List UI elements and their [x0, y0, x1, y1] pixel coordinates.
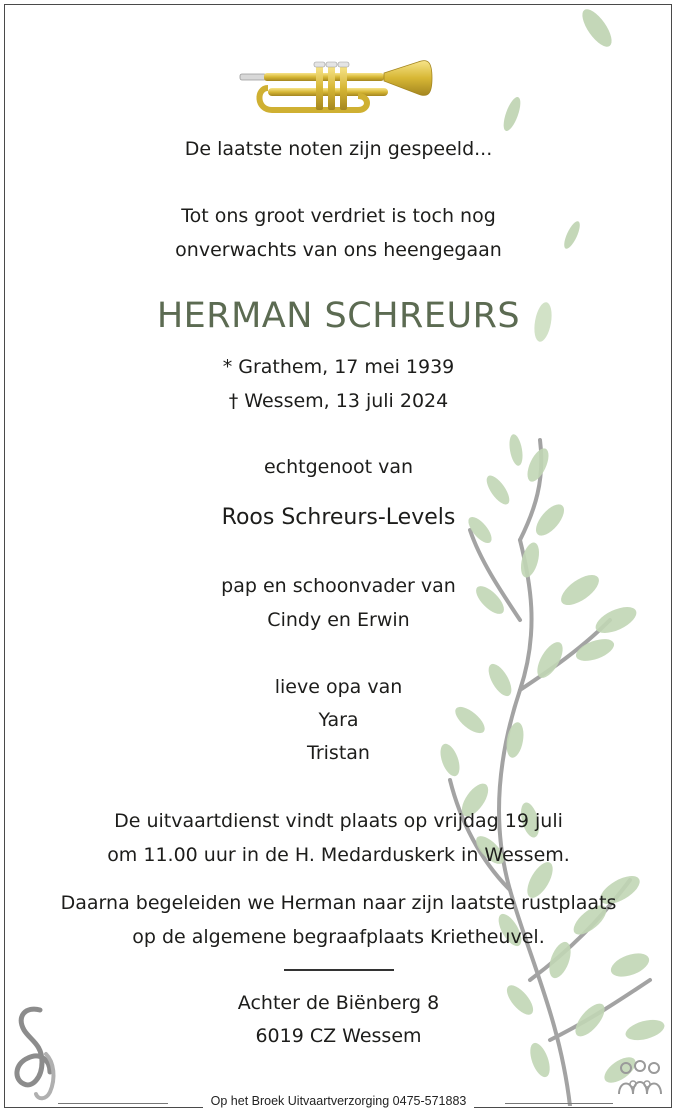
- leaves-decoration-top: [490, 4, 640, 344]
- service-line-3: Daarna begeleiden we Herman naar zijn laatste rustplaats: [60, 892, 617, 914]
- divider: [284, 969, 394, 971]
- death-line: † Wessem, 13 juli 2024: [228, 390, 449, 412]
- trumpet-icon: [238, 58, 434, 120]
- spouse-name: Roos Schreurs-Levels: [221, 505, 456, 530]
- children-names: Cindy en Erwin: [267, 609, 410, 631]
- service-line-2: om 11.00 uur in de H. Medarduskerk in Wessem.: [107, 844, 570, 866]
- grandchild-name: Yara: [318, 709, 359, 731]
- spouse-label: echtgenoot van: [263, 456, 414, 478]
- service-line-4: op de algemene begraafplaats Krietheuvel.: [132, 926, 545, 948]
- intro-line: De laatste noten zijn gespeeld...: [184, 138, 493, 160]
- deceased-name: HERMAN SCHREURS: [156, 296, 521, 336]
- children-label: pap en schoonvader van: [221, 575, 456, 597]
- announcement-line-2: onverwachts van ons heengegaan: [175, 239, 502, 261]
- birth-line: * Grathem, 17 mei 1939: [222, 356, 455, 378]
- footer-text: Op het Broek Uitvaartverzorging 0475-571883: [203, 1094, 475, 1108]
- grandchildren-label: lieve opa van: [274, 676, 403, 698]
- service-line-1: De uitvaartdienst vindt plaats op vrijdag 19 juli: [114, 810, 563, 832]
- ampersand-logo-icon: [6, 1004, 58, 1102]
- grandchild-name: Tristan: [307, 742, 370, 764]
- address-city: 6019 CZ Wessem: [255, 1025, 422, 1047]
- address-street: Achter de Biënberg 8: [237, 992, 440, 1014]
- footer: [0, 1094, 677, 1108]
- announcement-line-1: Tot ons groot verdriet is toch nog: [181, 205, 496, 227]
